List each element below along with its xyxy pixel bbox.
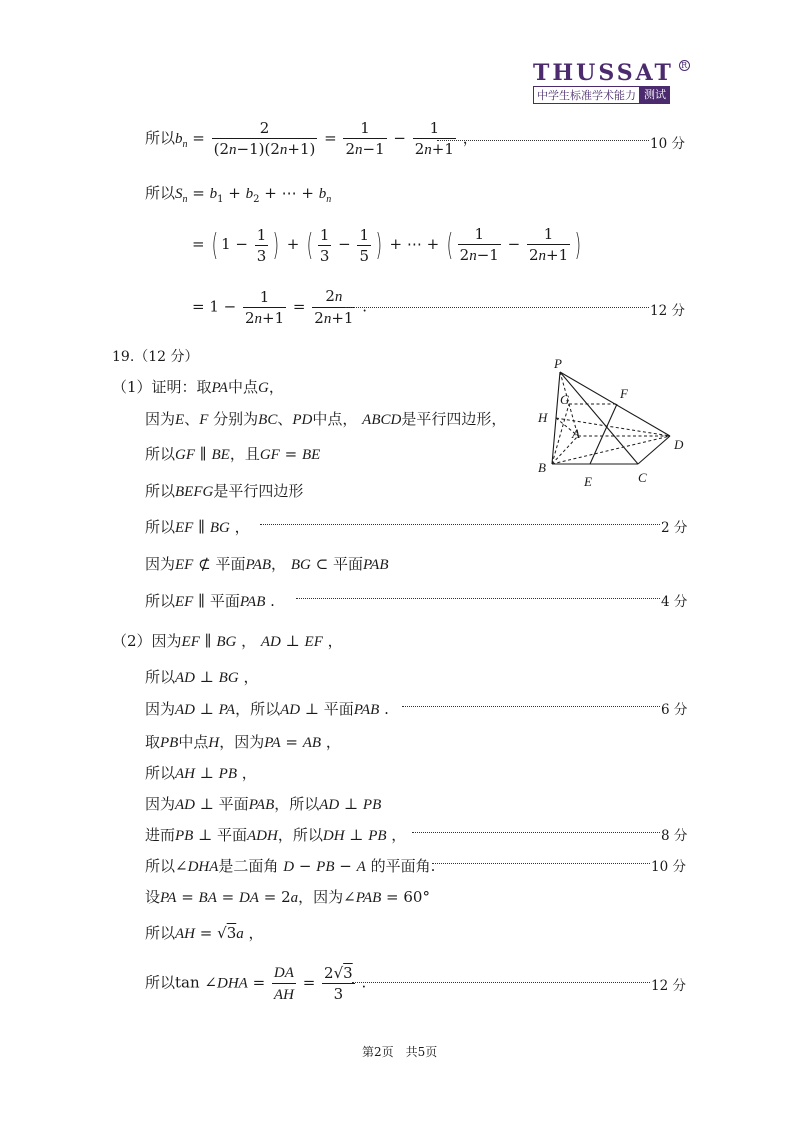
- score-12b: 12 分: [651, 978, 686, 994]
- part1-line6: 因为EF ⊄ 平面PAB， BG ⊂ 平面PAB: [145, 555, 389, 573]
- part2-line3: 因为AD ⊥ PA，所以AD ⊥ 平面PAB .: [145, 700, 389, 718]
- page-footer: 第2页 共5页: [362, 1045, 438, 1059]
- score-10: 10 分: [650, 136, 685, 152]
- part2-line10: 所以AH = √3a ，: [145, 924, 264, 942]
- score-12: 12 分: [650, 303, 685, 319]
- logo-brand: THUSSAT: [533, 60, 674, 86]
- part1-line4: 所以BEFG是平行四边形: [145, 482, 304, 500]
- part2-line4: 取PB中点H，因为PA = AB ，: [145, 733, 341, 751]
- edge-BD: [552, 436, 670, 464]
- label-E: E: [584, 474, 592, 489]
- label-D: D: [674, 437, 684, 452]
- part2-line2: 所以AD ⊥ BG ，: [145, 668, 259, 686]
- question-19-heading: 19.（12 分）: [112, 349, 199, 365]
- part1-line1: （1）证明：取PA中点G，: [112, 378, 284, 396]
- part2-line8: 所以∠DHA是二面角 D − PB − A 的平面角.: [145, 857, 436, 875]
- part1-line5: 所以EF ∥ BG ，: [145, 518, 250, 536]
- registered-icon: R: [679, 60, 690, 71]
- label-G: G: [560, 392, 570, 407]
- formula-sum-expansion: = ( 1 − $\frac{1}{3}$ ) + ( $\frac{1}{3}$ − $\frac{1}{5}$ ) + ⋯ + ( $\frac{1}{2n-1}$ − $\frac{1}{2n+1}$ ): [192, 225, 582, 265]
- score-10b: 10 分: [651, 859, 686, 875]
- part2-line9: 设PA = BA = DA = 2a，因为∠PAB = 60°: [145, 888, 430, 906]
- label-H: H: [538, 410, 548, 425]
- logo-tag: 测试: [640, 86, 670, 104]
- logo-subtitle: 中学生标准学术能力: [533, 86, 640, 104]
- part2-line5: 所以AH ⊥ PB ，: [145, 764, 257, 782]
- part2-line7: 进而PB ⊥ 平面ADH，所以DH ⊥ PB ，: [145, 826, 407, 844]
- part1-line3: 所以GF ∥ BE，且GF = BE: [145, 445, 321, 463]
- formula-sum-result: = 1 − $\frac{1}{2n+1}$ = $\frac{2n}{2n+1}$ .: [192, 287, 367, 327]
- part1-line7: 所以EF ∥ 平面PAB .: [145, 592, 275, 610]
- part2-line11: 所以tan ∠DHA = $\frac{DA}{AH}$ = $\frac{2√3}{3}$ .: [145, 964, 367, 1003]
- score-2: 2 分: [661, 520, 688, 536]
- logo: [533, 60, 690, 104]
- score-4: 4 分: [661, 594, 688, 610]
- part2-line6: 因为AD ⊥ 平面PAB，所以AD ⊥ PB: [145, 795, 382, 813]
- label-F: F: [620, 386, 628, 401]
- score-6: 6 分: [661, 702, 688, 718]
- label-B: B: [538, 460, 546, 475]
- pyramid-figure: [530, 352, 700, 492]
- part2-line1: （2）因为EF ∥ BG ， AD ⊥ EF ，: [112, 632, 343, 650]
- formula-sn: 所以$S_n = b_1 + b_2$ + ⋯ + $b_n$: [145, 184, 332, 205]
- logo-subtitle-bar: [533, 86, 690, 104]
- formula-bn: 所以$b_n$ = $\frac{2}{(2n-1)(2n+1)}$ = $\frac{1}{2n-1}$ − $\frac{1}{2n+1}$ ，: [145, 119, 478, 158]
- label-C: C: [638, 470, 647, 485]
- part1-line2: 因为E、F 分别为BC、PD中点， ABCD是平行四边形，: [145, 410, 507, 428]
- label-A: A: [572, 426, 580, 441]
- score-8: 8 分: [661, 828, 688, 844]
- label-P: P: [554, 356, 562, 371]
